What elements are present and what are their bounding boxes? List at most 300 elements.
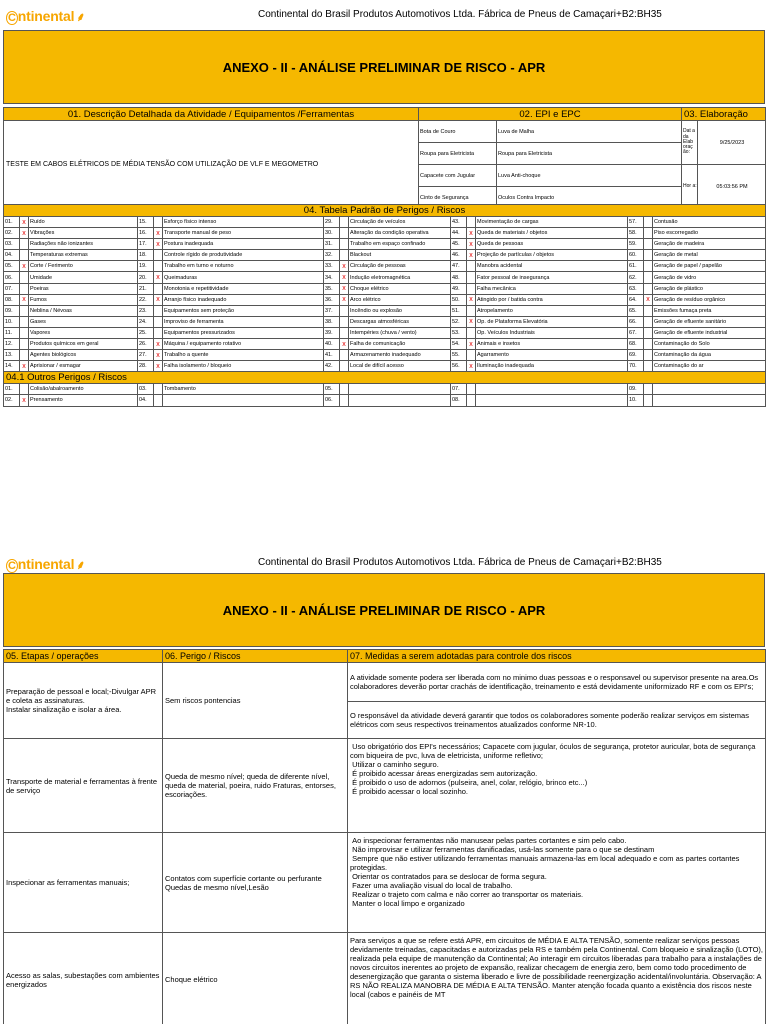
epi-item: Luva de Malha (497, 121, 682, 143)
hazard-mark: x (20, 217, 29, 228)
hazard-label: Emissões fumaça preta (653, 305, 766, 316)
hazard-mark: x (340, 283, 349, 294)
hazard-number: 30. (324, 228, 340, 239)
hazard-label: Contaminação do Solo (653, 339, 766, 350)
measure-text: Para serviços a que se refere está APR, em circuitos de MÉDIA E ALTA TENSÃO, somente realizar serviços pessoas devidamente treinadas, capacitadas e autorizadas pela RS e também pela Continental. Com bloqueio e sinalização (LOTO), realizada pela equipe de manutenção da Continental; Ao interagir em circuitos liberadas para trabalho para a instalações de novos circuitos inerentes ao projeto de expansão, realizar checagem de energia zero, bem como todo procedimento de desenergização que garanta o sistema liberado e livre de possibilidade reenergização acidental/involuntária. Observação: A RS NÃO REALIZA MANOBRA DE MÉDIA E ALTA TENSÃO. Manter atenção focada quanto a existência dos riscos neste local (cabos e painéis de MT (350, 936, 766, 999)
hazard-mark: x (340, 272, 349, 283)
hazard-label: Umidade (29, 272, 138, 283)
hazard-mark (644, 239, 653, 250)
hazard-number: 29. (324, 217, 340, 228)
hazard-label: Atropelamento (476, 305, 628, 316)
hazard-mark (20, 239, 29, 250)
hazard-number: 24. (138, 316, 154, 327)
hazard-mark (20, 339, 29, 350)
hazard-row (4, 327, 766, 338)
hazard-mark: x (467, 294, 476, 305)
step-row (4, 739, 766, 833)
hazard-mark (467, 283, 476, 294)
hazard-label: Agarramento (476, 350, 628, 361)
hazard-mark: x (467, 339, 476, 350)
hazard-number: 66. (628, 316, 644, 327)
hazard-number: 68. (628, 339, 644, 350)
hazard-label (476, 384, 628, 395)
hazard-number: 01. (4, 217, 20, 228)
hazard-number: 70. (628, 361, 644, 372)
hazard-mark (340, 395, 349, 406)
hazard-number: 26. (138, 339, 154, 350)
section-05: 05. Etapas / operações (4, 650, 163, 663)
hazard-label: Queimaduras (163, 272, 324, 283)
hazard-number: 15. (138, 217, 154, 228)
hazard-mark (154, 250, 163, 261)
epi-item: Luva Anti-choque (497, 165, 682, 187)
hazard-mark (467, 327, 476, 338)
page-2 (0, 548, 768, 999)
hazard-label: Descargas atmosféricas (349, 316, 451, 327)
hazard-row (4, 395, 766, 406)
step-perigo: Queda de mesmo nível; queda de diferente nível, queda de material, poeira, ruido Fraturas, entorses, escoriações. (163, 739, 348, 833)
hazard-label: Vapores (29, 327, 138, 338)
hazard-mark (154, 384, 163, 395)
hazard-mark (20, 305, 29, 316)
epi-item: Bota de Couro (419, 121, 497, 143)
hazard-mark (20, 283, 29, 294)
hazard-number: 17. (138, 239, 154, 250)
step-etapa: Preparação de pessoal e local;-Divulgar APR e coleta as assinaturas. Instalar sinalização e isolar a área. (4, 663, 163, 739)
hazard-label: Animais e insetos (476, 339, 628, 350)
hazard-label: Colisão/abalroamento (29, 384, 138, 395)
hazard-mark (644, 250, 653, 261)
hazard-label: Geração de efluente industrial (653, 327, 766, 338)
hazard-mark (340, 239, 349, 250)
hazard-mark: x (154, 339, 163, 350)
hazard-mark (20, 327, 29, 338)
hazard-number: 47. (451, 261, 467, 272)
hazard-number: 10. (628, 395, 644, 406)
hazard-label: Aprisionar / esmagar (29, 361, 138, 372)
hazard-number: 38. (324, 316, 340, 327)
hazard-label: Geração de plástico (653, 283, 766, 294)
hazard-mark (340, 217, 349, 228)
section-02: 02. EPI e EPC (419, 108, 682, 121)
hazard-mark (154, 283, 163, 294)
hazard-mark: x (20, 261, 29, 272)
hazard-label: Temperaturas extremas (29, 250, 138, 261)
hazard-number: 40. (324, 339, 340, 350)
hazard-mark (644, 339, 653, 350)
hazard-number: 63. (628, 283, 644, 294)
measure-text: A atividade somente podera ser liberada com no minimo duas pessoas e o responsavel ou supervisor presente na area.Os colaboradores deverão portar crachás de identificação, treinamento e está devidamente uniformizado RF e com os EPI's; (350, 672, 761, 691)
hazard-label: Iluminação inadequada (476, 361, 628, 372)
hazard-number: 58. (628, 228, 644, 239)
hazard-label: Geração de metal (653, 250, 766, 261)
hazard-row (4, 250, 766, 261)
hazard-mark (340, 350, 349, 361)
hazard-number: 22. (138, 294, 154, 305)
step-etapa: Transporte de material e ferramentas à frente de serviço (4, 739, 163, 833)
hazard-row (4, 283, 766, 294)
hazard-label: Geração de efluente sanitário (653, 316, 766, 327)
hazard-label: Contusão (653, 217, 766, 228)
hazard-row (4, 272, 766, 283)
measure-text: Uso obrigatório dos EPI's necessários; Capacete com jugular, óculos de segurança, protetor auricular, bota de segurança com biqueira de pvc, luva de eletricista, uniforme refletivo; Utilizar o caminho seguro. É proibido acessar áreas energizadas sem autorização. É proibido o uso de adornos (pulseira, anel, colar, relógio, brinco etc...) É proibido acessar o local sozinho. (350, 742, 756, 796)
hazard-label: Falha mecânica (476, 283, 628, 294)
hazard-mark (644, 316, 653, 327)
step-etapa: Acesso as salas, subestações com ambientes energizados (4, 933, 163, 1024)
hazard-mark (340, 327, 349, 338)
hazard-number: 19. (138, 261, 154, 272)
section-03: 03. Elaboração (682, 108, 766, 121)
hazard-mark (644, 350, 653, 361)
hazard-label: Produtos químicos em geral (29, 339, 138, 350)
epi-item: Roupa para Eletricista (497, 143, 682, 165)
hazard-number: 64. (628, 294, 644, 305)
hazard-label: Neblina / Névoas (29, 305, 138, 316)
activity-table (3, 107, 766, 209)
hazard-label: Projeção de partículas / objetos (476, 250, 628, 261)
hazard-number: 48. (451, 272, 467, 283)
hazard-mark (467, 261, 476, 272)
hazard-number: 27. (138, 350, 154, 361)
hazard-mark (644, 395, 653, 406)
hazard-label: Local de difícil acesso (349, 361, 451, 372)
hazard-label: Postura inadequada (163, 239, 324, 250)
hazard-number: 16. (138, 228, 154, 239)
time-label: Hor a: (682, 165, 698, 209)
hazard-label: Queda de pessoas (476, 239, 628, 250)
hazard-number: 54. (451, 339, 467, 350)
hazard-mark: x (20, 395, 29, 406)
hazard-number: 57. (628, 217, 644, 228)
hazard-label: Improviso de ferramenta (163, 316, 324, 327)
hazard-mark: x (154, 294, 163, 305)
step-row (4, 663, 766, 739)
hazard-number: 09. (4, 305, 20, 316)
hazard-number: 03. (138, 384, 154, 395)
hazard-number: 06. (324, 395, 340, 406)
hazard-number: 02. (4, 228, 20, 239)
hazard-mark (154, 395, 163, 406)
hazard-mark (467, 395, 476, 406)
hazard-mark (644, 228, 653, 239)
hazard-label: Trabalho a quente (163, 350, 324, 361)
hazard-mark (340, 250, 349, 261)
hazard-number: 41. (324, 350, 340, 361)
hazard-number: 61. (628, 261, 644, 272)
hazard-label: Arco elétrico (349, 294, 451, 305)
hazard-row (4, 261, 766, 272)
hazard-label: Circulação de pessoas (349, 261, 451, 272)
hazard-row (4, 316, 766, 327)
hazard-number: 51. (451, 305, 467, 316)
hazard-number: 07. (4, 283, 20, 294)
hazard-number: 43. (451, 217, 467, 228)
hazard-mark (644, 261, 653, 272)
step-perigo: Contatos com superfície cortante ou perfurante Quedas de mesmo nível,Lesão (163, 833, 348, 933)
hazard-number: 02. (4, 395, 20, 406)
hazard-label: Falha isolamento / bloqueio (163, 361, 324, 372)
hazard-number: 20. (138, 272, 154, 283)
hazard-label: Queda de materiais / objetos (476, 228, 628, 239)
hazard-number: 23. (138, 305, 154, 316)
hazard-mark: x (154, 228, 163, 239)
hazard-mark (644, 272, 653, 283)
hazard-mark: x (154, 361, 163, 372)
hazard-number: 46. (451, 250, 467, 261)
hazard-mark (154, 217, 163, 228)
measure-text: Ao inspecionar ferramentas não manusear pelas partes cortantes e sim pelo cabo. Não improvisar e utilizar ferramentas danificadas, usá-las somente para o que se destinam Sempre que não estiver utilizando ferramentas manuais armazena-las em local adequado e com as partes cortantes protegidas. Orientar os contratados para se deslocar de forma segura. Fazer uma avaliação visual do local de trabalho. Realizar o trajeto com calma e não correr ao transportar os materiais. Manter o local limpo e organizado (350, 836, 740, 908)
section-04: 04. Tabela Padrão de Perigos / Riscos (4, 205, 766, 217)
company-name: Continental do Brasil Produtos Automotivos Ltda. Fábrica de Pneus de Camaçari+B2:BH35 (258, 557, 662, 568)
hazard-mark (154, 327, 163, 338)
hazard-number: 21. (138, 283, 154, 294)
hazard-table (3, 204, 766, 407)
hazard-mark: x (20, 228, 29, 239)
hazard-label: Circulação de veículos (349, 217, 451, 228)
step-medidas (348, 663, 766, 739)
hazard-number: 67. (628, 327, 644, 338)
step-row (4, 933, 766, 1024)
hazard-label: Transporte manual de peso (163, 228, 324, 239)
hazard-label: Choque elétrico (349, 283, 451, 294)
hazard-label: Piso escorregadio (653, 228, 766, 239)
hazard-row (4, 305, 766, 316)
epi-item: Roupa para Eletricista (419, 143, 497, 165)
hazard-mark (467, 217, 476, 228)
hazard-number: 32. (324, 250, 340, 261)
hazard-mark (20, 272, 29, 283)
hazard-row (4, 361, 766, 372)
step-row (4, 833, 766, 933)
hazard-number: 33. (324, 261, 340, 272)
hazard-label: Intempéries (chuva / vento) (349, 327, 451, 338)
hazard-label: Agentes biológicos (29, 350, 138, 361)
hazard-label: Equipamentos sem proteção (163, 305, 324, 316)
hazard-mark (340, 361, 349, 372)
hazard-number: 60. (628, 250, 644, 261)
hazard-mark: x (154, 350, 163, 361)
step-medidas (348, 739, 766, 833)
section-04-1: 04.1 Outros Perigos / Riscos (4, 372, 766, 384)
hazard-mark: x (467, 361, 476, 372)
hazard-label: Trabalho em turno e noturno (163, 261, 324, 272)
hazard-label: Prensamento (29, 395, 138, 406)
hazard-mark (467, 305, 476, 316)
hazard-number: 07. (451, 384, 467, 395)
time-value: 05:03:56 PM (698, 165, 766, 209)
hazard-mark: x (154, 239, 163, 250)
hazard-mark (154, 261, 163, 272)
hazard-label: Geração de resíduo orgânico (653, 294, 766, 305)
measure-text: O responsável da atividade deverá garantir que todos os colaboradores somente poderão realizar serviços em sistemas elétricos com seus respectivos treinamentos atualizados conforme NR-10. (348, 701, 765, 739)
hazard-row (4, 239, 766, 250)
hazard-row (4, 217, 766, 228)
hazard-number: 50. (451, 294, 467, 305)
hazard-number: 65. (628, 305, 644, 316)
hazard-label: Contaminação da água (653, 350, 766, 361)
hazard-label: Gases (29, 316, 138, 327)
hazard-mark (154, 316, 163, 327)
step-medidas (348, 933, 766, 1024)
step-etapa: Inspecionar as ferramentas manuais; (4, 833, 163, 933)
hazard-label: Arranjo físico inadequado (163, 294, 324, 305)
hazard-mark (644, 305, 653, 316)
hazard-label: Máquina / equipamento rotativo (163, 339, 324, 350)
hazard-label: Fator pessoal de insegurança (476, 272, 628, 283)
hazard-mark: x (340, 339, 349, 350)
hazard-label: Indução eletromagnética (349, 272, 451, 283)
hazard-mark (340, 305, 349, 316)
hazard-number: 55. (451, 350, 467, 361)
hazard-mark: x (644, 294, 653, 305)
hazard-number: 37. (324, 305, 340, 316)
epi-item: Cinto de Segurança (419, 187, 497, 209)
hazard-number: 28. (138, 361, 154, 372)
hazard-mark (644, 384, 653, 395)
date-label: Dat a da Elab oraç ão: (682, 121, 698, 165)
hazard-number: 08. (451, 395, 467, 406)
epi-item: Capacete com Jugular (419, 165, 497, 187)
hazard-label: Geração de madeira (653, 239, 766, 250)
hazard-mark (340, 384, 349, 395)
hazard-label: Geração de vidro (653, 272, 766, 283)
hazard-number: 11. (4, 327, 20, 338)
hazard-mark: x (467, 228, 476, 239)
hazard-number: 42. (324, 361, 340, 372)
hazard-number: 53. (451, 327, 467, 338)
hazard-mark (467, 272, 476, 283)
date-value: 9/25/2023 (698, 121, 766, 165)
hazard-number: 01. (4, 384, 20, 395)
horse-icon: ⸙ (76, 558, 86, 572)
hazard-label (653, 384, 766, 395)
hazard-mark (20, 350, 29, 361)
hazard-label: Controle rígido de produtividade (163, 250, 324, 261)
page-1 (0, 0, 768, 404)
hazard-label: Alteração da condição operativa (349, 228, 451, 239)
page-header (0, 0, 768, 30)
activity-description: TESTE EM CABOS ELÉTRICOS DE MÉDIA TENSÃO COM UTILIZAÇÃO DE VLF E MEGOMETRO (4, 121, 419, 209)
hazard-mark (644, 283, 653, 294)
hazard-number: 04. (138, 395, 154, 406)
hazard-number: 39. (324, 327, 340, 338)
hazard-label: Geração de papel / papelão (653, 261, 766, 272)
hazard-mark: x (340, 294, 349, 305)
hazard-label: Vibrações (29, 228, 138, 239)
hazard-mark (467, 384, 476, 395)
hazard-number: 25. (138, 327, 154, 338)
hazard-number: 03. (4, 239, 20, 250)
hazard-label: Movimentação de cargas (476, 217, 628, 228)
hazard-label: Falha de comunicação (349, 339, 451, 350)
hazard-label: Fumos (29, 294, 138, 305)
hazard-number: 52. (451, 316, 467, 327)
hazard-label: Poeiras (29, 283, 138, 294)
hazard-number: 09. (628, 384, 644, 395)
hazard-number: 35. (324, 283, 340, 294)
hazard-mark: x (20, 294, 29, 305)
hazard-label: Armazenamento inadequado (349, 350, 451, 361)
hazard-label: Trabalho em espaço confinado (349, 239, 451, 250)
title-band-2 (3, 573, 765, 647)
hazard-label: Incêndio ou explosão (349, 305, 451, 316)
hazard-mark (20, 316, 29, 327)
hazard-mark (467, 350, 476, 361)
hazard-row (4, 294, 766, 305)
hazard-number: 12. (4, 339, 20, 350)
hazard-number: 31. (324, 239, 340, 250)
hazard-label: Blackout (349, 250, 451, 261)
hazard-number: 18. (138, 250, 154, 261)
hazard-label: Tombamento (163, 384, 324, 395)
hazard-mark (644, 217, 653, 228)
horse-icon: ⸙ (76, 10, 86, 24)
hazard-row (4, 384, 766, 395)
hazard-label: Radiações não ionizantes (29, 239, 138, 250)
hazard-label (349, 395, 451, 406)
hazard-mark (340, 316, 349, 327)
hazard-mark (20, 384, 29, 395)
hazard-number: 59. (628, 239, 644, 250)
hazard-row (4, 350, 766, 361)
hazard-mark (154, 305, 163, 316)
hazard-number: 13. (4, 350, 20, 361)
hazard-label (163, 395, 324, 406)
hazard-label: Manobra acidental (476, 261, 628, 272)
hazard-label: Ruído (29, 217, 138, 228)
hazard-number: 34. (324, 272, 340, 283)
hazard-mark: x (20, 361, 29, 372)
hazard-label: Esforço físico intenso (163, 217, 324, 228)
hazard-number: 49. (451, 283, 467, 294)
section-07: 07. Medidas a serem adotadas para controle dos riscos (348, 650, 766, 663)
hazard-mark (20, 250, 29, 261)
hazard-number: 45. (451, 239, 467, 250)
hazard-mark (644, 327, 653, 338)
hazard-number: 36. (324, 294, 340, 305)
hazard-number: 08. (4, 294, 20, 305)
hazard-number: 05. (324, 384, 340, 395)
step-medidas (348, 833, 766, 933)
continental-logo: C ntinental ⸙ (8, 8, 86, 24)
section-06: 06. Perigo / Riscos (163, 650, 348, 663)
hazard-label: Equipamentos pressurizados (163, 327, 324, 338)
hazard-label (349, 384, 451, 395)
epi-item: Oculos Contra Impacto (497, 187, 682, 209)
hazard-number: 05. (4, 261, 20, 272)
page-title: ANEXO - II - ANÁLISE PRELIMINAR DE RISCO - APR (222, 59, 546, 75)
hazard-number: 14. (4, 361, 20, 372)
section-01: 01. Descrição Detalhada da Atividade / Equipamentos /Ferramentas (4, 108, 419, 121)
continental-logo: C ntinental ⸙ (8, 556, 86, 572)
hazard-label (476, 395, 628, 406)
hazard-label: Monotonia e repetitividade (163, 283, 324, 294)
hazard-mark: x (340, 261, 349, 272)
hazard-number: 04. (4, 250, 20, 261)
page-title-2: ANEXO - II - ANÁLISE PRELIMINAR DE RISCO - APR (222, 602, 546, 618)
hazard-label: Contaminação do ar (653, 361, 766, 372)
title-band (3, 30, 765, 104)
hazard-mark: x (467, 316, 476, 327)
hazard-label: Atingido por / batida contra (476, 294, 628, 305)
hazard-mark: x (467, 239, 476, 250)
hazard-label: Op. de Plataforma Elevatória (476, 316, 628, 327)
hazard-label (653, 395, 766, 406)
step-perigo: Choque elétrico (163, 933, 348, 1024)
hazard-mark: x (154, 272, 163, 283)
hazard-mark: x (467, 250, 476, 261)
hazard-number: 44. (451, 228, 467, 239)
